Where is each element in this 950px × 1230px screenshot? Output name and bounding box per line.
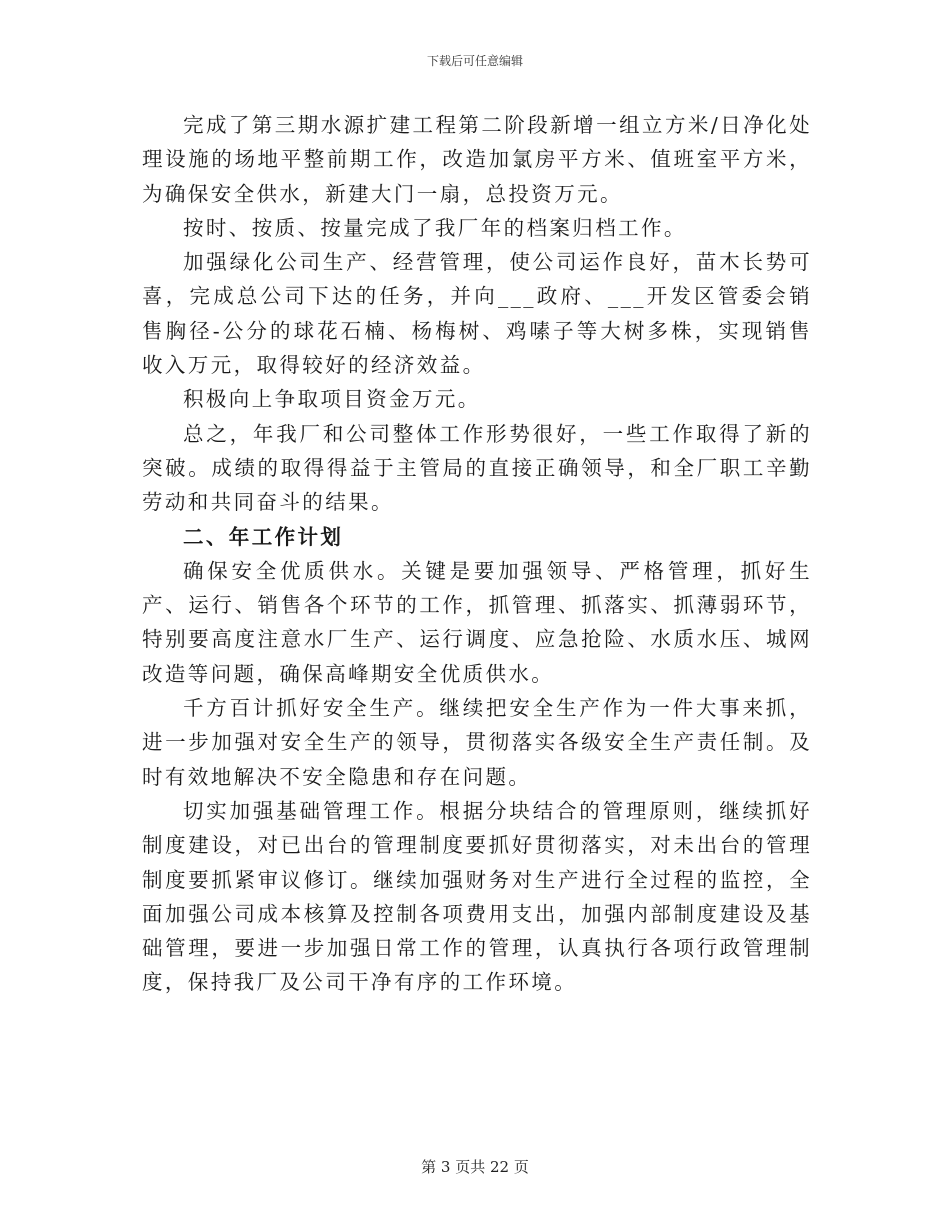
- paragraph: 加强绿化公司生产、经营管理，使公司运作良好，苗木长势可喜，完成总公司下达的任务，并向___政府、___开发区管委会销售胸径-公分的球花石楠、杨梅树、鸡嗉子等大树多株，实现销售收入万元，取得较好的经济效益。: [142, 250, 812, 378]
- section-heading: 二、年工作计划: [183, 524, 344, 549]
- paragraph: 按时、按质、按量完成了我厂年的档案归档工作。: [183, 215, 687, 240]
- paragraph: 切实加强基础管理工作。根据分块结合的管理原则，继续抓好制度建设，对已出台的管理制度要抓好贯彻落实，对未出台的管理制度要抓紧审议修订。继续加强财务对生产进行全过程的监控，全面加强公司成本核算及控制各项费用支出，加强内部制度建设及基础管理，要进一步加强日常工作的管理，认真执行各项行政管理制度，保持我厂及公司干净有序的工作环境。: [142, 798, 812, 995]
- page-footer: 第 3 页共 22 页: [421, 1158, 529, 1176]
- paragraph: 总之，年我厂和公司整体工作形势很好，一些工作取得了新的突破。成绩的取得得益于主管局的直接正确领导，和全厂职工辛勤劳动和共同奋斗的结果。: [142, 421, 812, 515]
- paragraph: 积极向上争取项目资金万元。: [183, 387, 481, 412]
- paragraph: 完成了第三期水源扩建工程第二阶段新增一组立方米/日净化处理设施的场地平整前期工作，改造加氯房平方米、值班室平方米，为确保安全供水，新建大门一扇，总投资万元。: [142, 113, 812, 206]
- paragraph: 千方百计抓好安全生产。继续把安全生产作为一件大事来抓，进一步加强对安全生产的领导，贯彻落实各级安全生产责任制。及时有效地解决不安全隐患和存在问题。: [142, 696, 812, 789]
- document-body: [142, 108, 812, 1000]
- page-header: 下载后可任意编辑: [426, 54, 523, 68]
- paragraph: 确保安全优质供水。关键是要加强领导、严格管理，抓好生产、运行、销售各个环节的工作，抓管理、抓落实、抓薄弱环节，特别要高度注意水厂生产、运行调度、应急抢险、水质水压、城网改造等问题，确保高峰期安全优质供水。: [142, 558, 812, 686]
